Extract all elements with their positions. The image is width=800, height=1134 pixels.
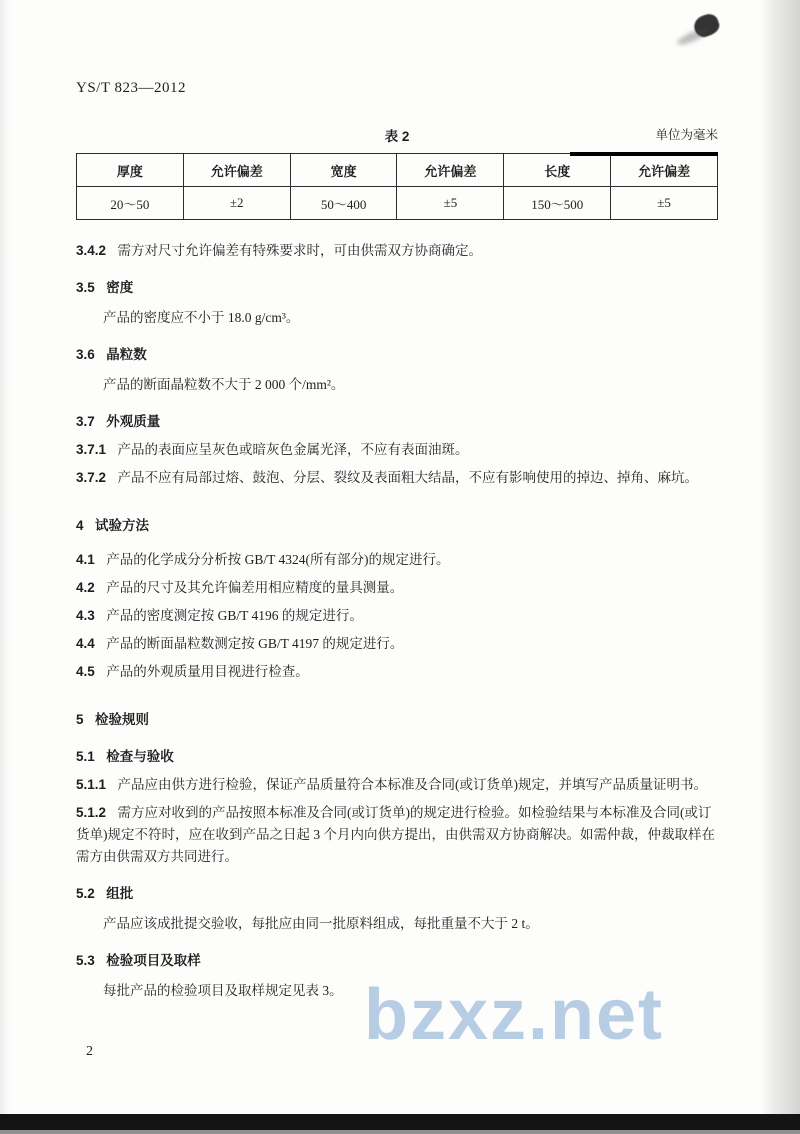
col-header-width: 宽度 <box>290 154 397 187</box>
clause-3-7-2 <box>76 467 718 489</box>
clause-number: 5.1.2 <box>76 805 107 820</box>
scan-bottom-edge <box>0 1130 800 1134</box>
cell-length: 150～500 <box>504 187 611 220</box>
paragraph-sampling: 每批产品的检验项目及取样规定见表 3。 <box>103 983 343 998</box>
clause-number: 4.4 <box>76 636 95 651</box>
clause-5-1-1 <box>76 774 718 796</box>
heading-number: 3.7 <box>76 414 95 429</box>
heading-5-3 <box>76 950 718 972</box>
clause-text: 产品的化学成分分析按 GB/T 4324(所有部分)的规定进行。 <box>106 552 450 567</box>
scan-bottom-bar <box>0 1114 800 1130</box>
paragraph-batch: 产品应该成批提交验收，每批应由同一批原料组成，每批重量不大于 2 t。 <box>103 916 539 931</box>
scan-edge-shadow <box>760 0 800 1114</box>
chapter-text: 检验规则 <box>94 712 149 727</box>
heading-number: 3.6 <box>76 347 95 362</box>
clause-number: 4.3 <box>76 608 95 623</box>
table-unit-note: 单位为毫米 <box>655 128 718 142</box>
table-caption: 表 2 <box>384 129 410 144</box>
heading-3-6 <box>76 344 718 366</box>
clause-number: 4.1 <box>76 552 95 567</box>
col-header-tolerance-1: 允许偏差 <box>183 154 290 187</box>
clause-number: 4.2 <box>76 580 95 595</box>
heading-3-5 <box>76 277 718 299</box>
cell-tolerance-2: ±5 <box>397 187 504 220</box>
clause-4-3 <box>76 605 718 627</box>
chapter-number: 5 <box>76 712 84 727</box>
document-body <box>76 240 718 1002</box>
clause-number: 3.4.2 <box>76 243 107 258</box>
scan-edge-shadow-left <box>0 0 10 1114</box>
heading-text: 检验项目及取样 <box>106 953 201 968</box>
heading-5-2 <box>76 883 718 905</box>
clause-4-1 <box>76 549 718 571</box>
heading-5-1 <box>76 746 718 768</box>
clause-3-4-2 <box>76 240 718 262</box>
heading-3-7 <box>76 411 718 433</box>
clause-text: 产品的密度测定按 GB/T 4196 的规定进行。 <box>106 608 363 623</box>
clause-text: 产品不应有局部过熔、鼓泡、分层、裂纹及表面粗大结晶，不应有影响使用的掉边、掉角、麻坑。 <box>117 470 698 485</box>
table-row <box>77 187 718 220</box>
clause-text: 需方对尺寸允许偏差有特殊要求时，可由供需双方协商确定。 <box>117 243 482 258</box>
clause-number: 4.5 <box>76 664 95 679</box>
table-caption-row <box>76 125 718 145</box>
clause-text: 产品的外观质量用目视进行检查。 <box>106 664 309 679</box>
heading-number: 5.1 <box>76 749 95 764</box>
cell-tolerance-3: ±5 <box>611 187 718 220</box>
clause-text: 需方应对收到的产品按照本标准及合同(或订货单)的规定进行检验。如检验结果与本标准及合同(或订货单)规定不符时，应在收到产品之日起 3 个月内向供方提出，由供需双方协商解决。如需仲裁，仲裁取样在需方由供需双方共同进行。 <box>76 805 715 864</box>
chapter-4 <box>76 515 718 537</box>
paragraph-density: 产品的密度应不小于 18.0 g/cm³。 <box>103 310 300 325</box>
chapter-number: 4 <box>76 518 84 533</box>
clause-4-5 <box>76 661 718 683</box>
chapter-5 <box>76 709 718 731</box>
heading-number: 3.5 <box>76 280 95 295</box>
heading-number: 5.2 <box>76 886 95 901</box>
table-2 <box>76 153 718 220</box>
heading-number: 5.3 <box>76 953 95 968</box>
heading-text: 组批 <box>106 886 134 901</box>
scan-thick-border-artifact <box>570 152 718 156</box>
cell-thickness: 20～50 <box>77 187 184 220</box>
heading-text: 检查与验收 <box>106 749 174 764</box>
heading-text: 晶粒数 <box>106 347 147 362</box>
clause-number: 5.1.1 <box>76 777 107 792</box>
clause-3-7-1 <box>76 439 718 461</box>
page-number: 2 <box>86 1044 93 1059</box>
clause-number: 3.7.1 <box>76 442 107 457</box>
clause-5-1-2 <box>76 802 718 868</box>
clause-4-4 <box>76 633 718 655</box>
col-header-tolerance-2: 允许偏差 <box>397 154 504 187</box>
heading-text: 外观质量 <box>106 414 161 429</box>
clause-text: 产品的尺寸及其允许偏差用相应精度的量具测量。 <box>106 580 404 595</box>
clause-text: 产品的断面晶粒数测定按 GB/T 4197 的规定进行。 <box>106 636 404 651</box>
clause-text: 产品应由供方进行检验，保证产品质量符合本标准及合同(或订货单)规定，并填写产品质量证明书。 <box>117 777 707 792</box>
col-header-length: 长度 <box>504 154 611 187</box>
table-header-row <box>77 154 718 187</box>
cell-width: 50～400 <box>290 187 397 220</box>
col-header-thickness: 厚度 <box>77 154 184 187</box>
clause-number: 3.7.2 <box>76 470 107 485</box>
watermark: bzxz.net <box>364 975 665 1055</box>
chapter-text: 试验方法 <box>94 518 149 533</box>
clause-4-2 <box>76 577 718 599</box>
clause-text: 产品的表面应呈灰色或暗灰色金属光泽，不应有表面油斑。 <box>117 442 469 457</box>
doc-code: YS/T 823—2012 <box>76 80 186 96</box>
col-header-tolerance-3: 允许偏差 <box>611 154 718 187</box>
heading-text: 密度 <box>106 280 134 295</box>
cell-tolerance-1: ±2 <box>183 187 290 220</box>
paragraph-grain-count: 产品的断面晶粒数不大于 2 000 个/mm²。 <box>103 377 345 392</box>
